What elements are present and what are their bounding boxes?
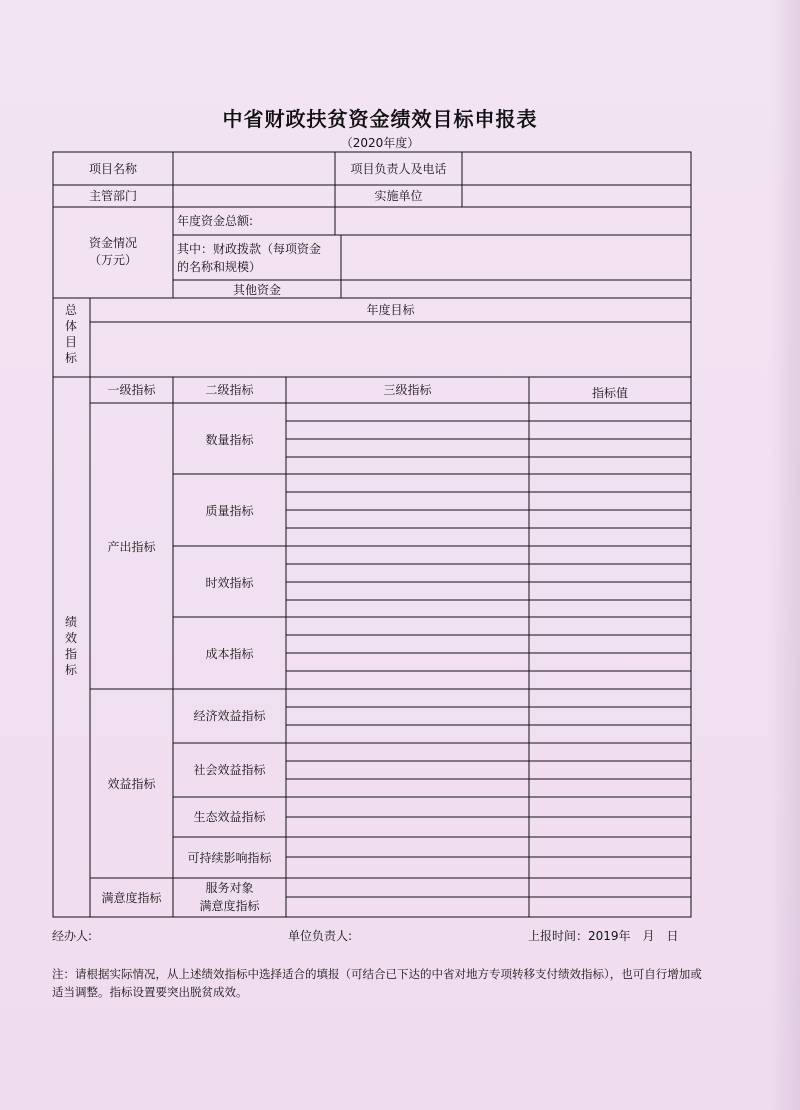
form-year: （2020年度） (340, 136, 420, 150)
handler-label: 经办人: (52, 929, 93, 943)
project-leader-phone-label: 项目负责人及电话 (350, 162, 447, 176)
sustainable-impact-label: 可持续影响指标 (187, 851, 272, 865)
performance-indicators-label: 绩效指标 (64, 615, 77, 677)
project-name-label: 项目名称 (88, 162, 137, 176)
quality-indicator-label: 质量指标 (205, 504, 254, 518)
annual-goal-label: 年度目标 (366, 303, 415, 317)
form-title: 中省财政扶贫资金绩效目标申报表 (222, 107, 538, 131)
other-funds-label: 其他资金 (232, 283, 281, 297)
overall-goal-label: 总体目标 (64, 303, 77, 365)
level1-header: 一级指标 (107, 383, 156, 397)
indicator-value-header: 指标值 (591, 386, 628, 400)
cost-indicator-label: 成本指标 (205, 647, 254, 661)
fund-status-label: 资金情况 (88, 236, 137, 250)
ecological-benefit-label: 生态效益指标 (193, 810, 266, 824)
report-date-label: 上报时间：2019年 月 日 (528, 929, 679, 943)
level2-header: 二级指标 (205, 383, 254, 397)
output-indicator-label: 产出指标 (107, 540, 156, 554)
fund-status-unit: （万元） (88, 253, 137, 267)
service-satisfaction-label-2: 满意度指标 (199, 899, 260, 913)
level3-header: 三级指标 (383, 383, 432, 397)
department-label: 主管部门 (88, 189, 137, 203)
social-benefit-label: 社会效益指标 (193, 763, 266, 777)
quantity-indicator-label: 数量指标 (205, 433, 254, 447)
fiscal-allocation-label-2: 的名称和规模） (177, 260, 262, 274)
unit-leader-label: 单位负责人: (288, 929, 353, 943)
timeliness-indicator-label: 时效指标 (205, 576, 254, 590)
benefit-indicator-label: 效益指标 (107, 777, 156, 791)
fiscal-allocation-label: 其中：财政拨款（每项资金 (177, 242, 322, 256)
satisfaction-indicator-label: 满意度指标 (101, 891, 162, 905)
economic-benefit-label: 经济效益指标 (193, 709, 266, 723)
implementing-unit-label: 实施单位 (374, 189, 423, 203)
service-satisfaction-label: 服务对象 (205, 881, 254, 895)
footnote: 注：请根据实际情况，从上述绩效指标中选择适合的填报（可结合已下达的中省对地方专项转移支付绩效指标），也可自行增加或适当调整。指标设置要突出脱贫成效。 (52, 967, 702, 999)
total-funds-label: 年度资金总额: (177, 214, 254, 228)
